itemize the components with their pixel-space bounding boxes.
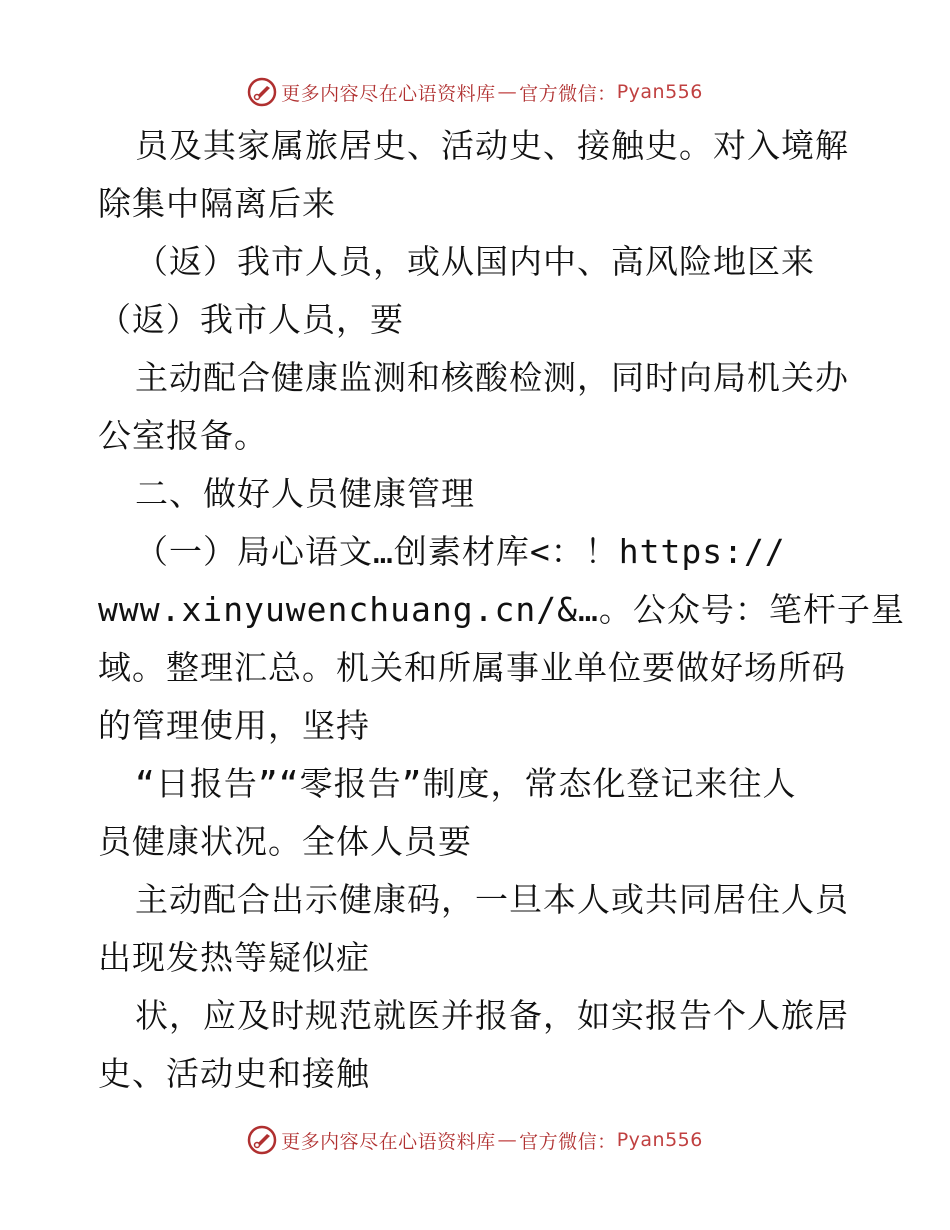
banner-wechat-text: 官方微信： <box>519 82 617 105</box>
text-line: 域。整理汇总。机关和所属事业单位要做好场所码 <box>98 648 846 687</box>
text-line: “日报告”“零报告”制度，常态化登记来往人 <box>135 764 797 803</box>
text-line: 公室报备。 <box>98 416 268 455</box>
section-heading: 二、做好人员健康管理 <box>135 474 475 513</box>
header-watermark-banner <box>0 72 950 112</box>
banner-account: Pyan556 <box>616 81 703 103</box>
banner-site-text: 更多内容尽在心语资料库 <box>281 1130 496 1153</box>
text-line: 的管理使用，坚持 <box>98 706 370 745</box>
banner-wechat-text: 官方微信： <box>519 1130 617 1153</box>
banner-account: Pyan556 <box>616 1129 703 1151</box>
quill-logo-icon <box>247 1125 277 1155</box>
text-line: 状，应及时规范就医并报备，如实报告个人旅居 <box>135 996 849 1035</box>
text-line: 除集中隔离后来 <box>98 184 336 223</box>
text-line: 出现发热等疑似症 <box>98 938 370 977</box>
quill-logo-icon <box>247 77 277 107</box>
text-line: （返）我市人员，要 <box>98 300 404 339</box>
text-line: 史、活动史和接触 <box>98 1054 370 1093</box>
text-line: 员及其家属旅居史、活动史、接触史。对入境解 <box>135 126 849 165</box>
banner-separator: — <box>497 81 518 103</box>
banner-separator: — <box>497 1129 518 1151</box>
text-line: （一）局心语文…创素材库<：！https:// <box>135 532 786 571</box>
text-line: 主动配合出示健康码，一旦本人或共同居住人员 <box>135 880 849 919</box>
text-line: www.xinyuwenchuang.cn/&…。公众号：笔杆子星 <box>98 590 905 629</box>
text-line: （返）我市人员，或从国内中、高风险地区来 <box>135 242 815 281</box>
footer-watermark-banner <box>0 1120 950 1160</box>
banner-site-text: 更多内容尽在心语资料库 <box>281 82 496 105</box>
text-line: 员健康状况。全体人员要 <box>98 822 472 861</box>
text-line: 主动配合健康监测和核酸检测，同时向局机关办 <box>135 358 849 397</box>
